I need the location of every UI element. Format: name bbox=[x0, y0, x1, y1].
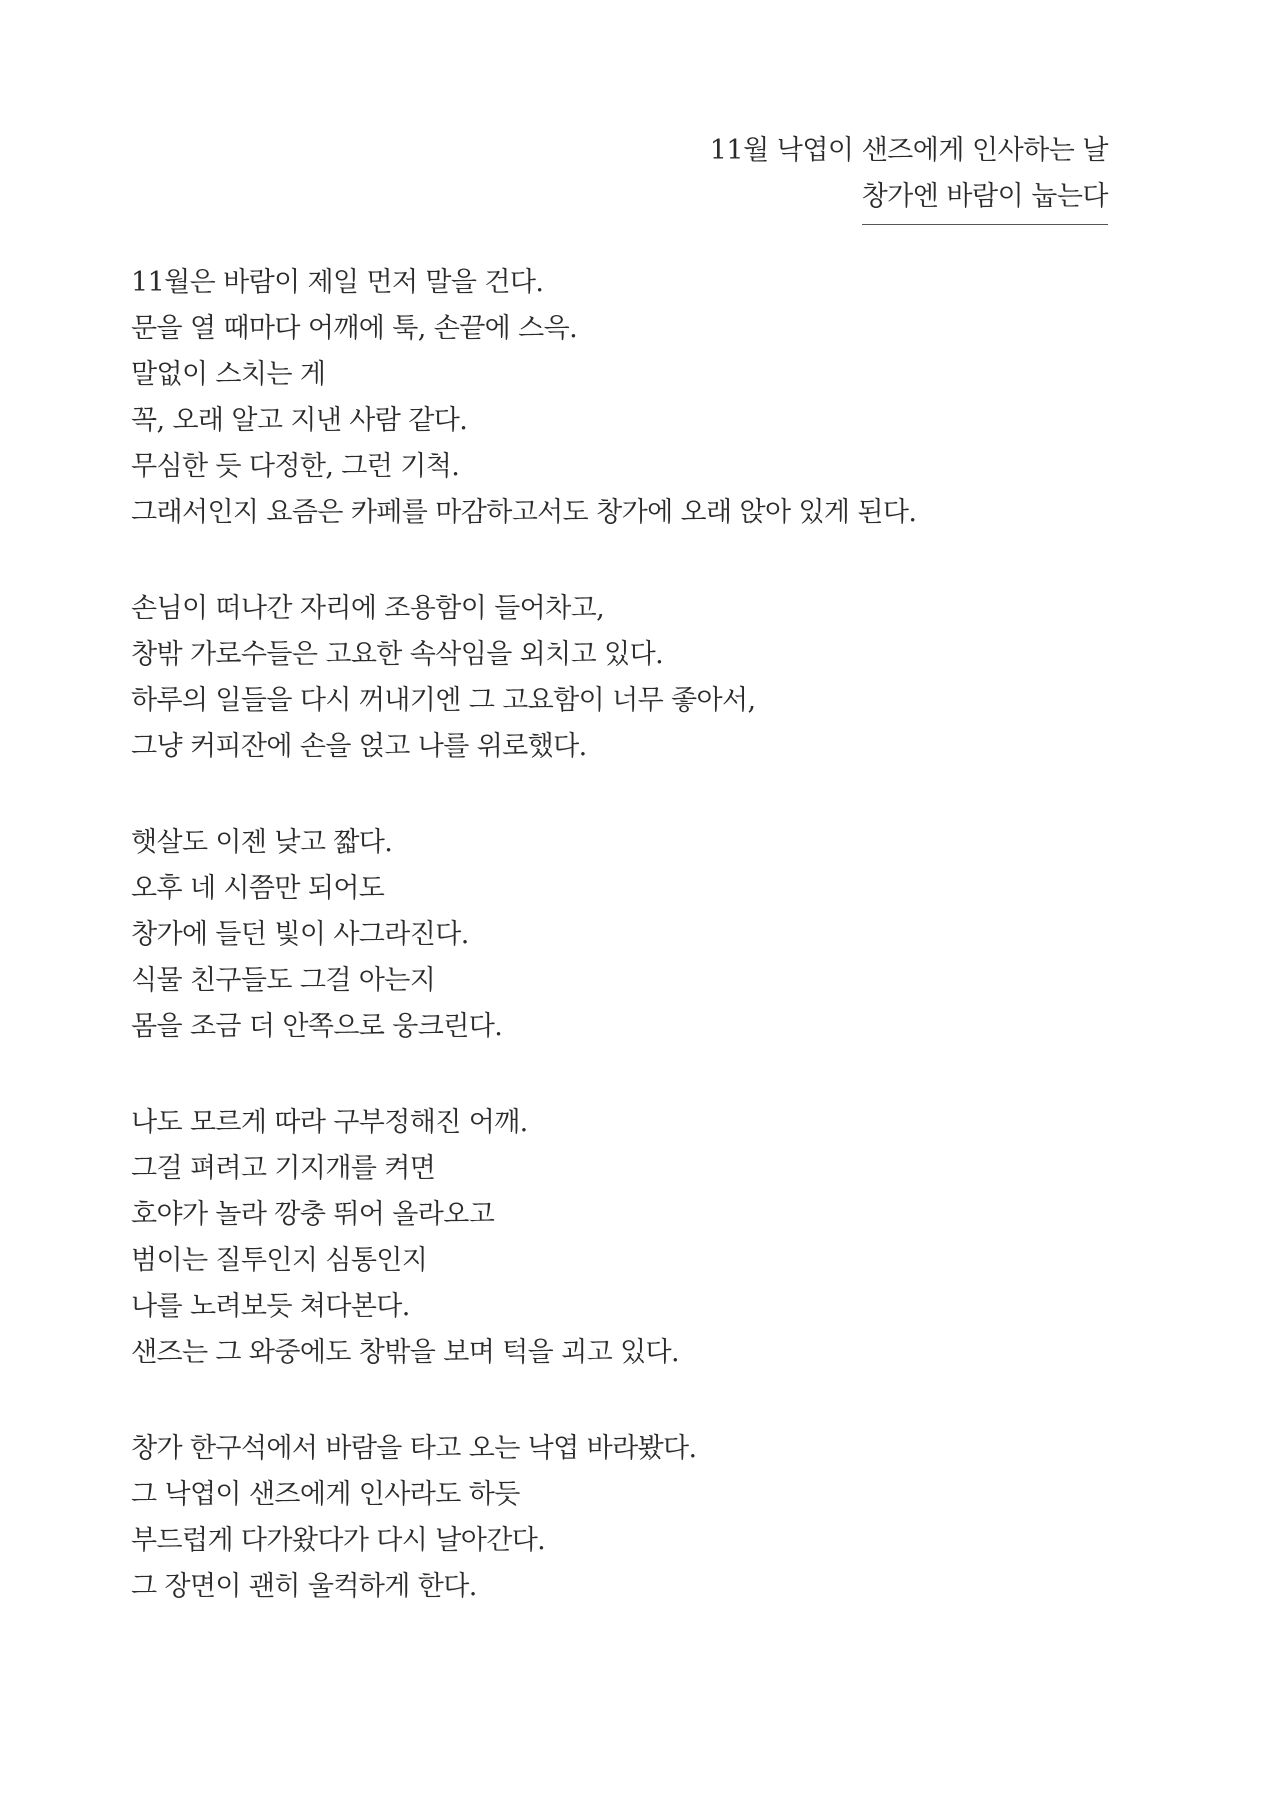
poem-line: 햇살도 이젠 낮고 짧다. bbox=[131, 827, 393, 858]
poem-line: 그 낙엽이 샌즈에게 인사라도 하듯 bbox=[131, 1479, 520, 1510]
poem-line: 범이는 질투인지 심통인지 bbox=[131, 1245, 428, 1276]
poem-line: 무심한 듯 다정한, 그런 기척. bbox=[131, 451, 460, 482]
poem-line: 창가 한구석에서 바람을 타고 오는 낙엽 바라봤다. bbox=[131, 1433, 697, 1464]
poem-line: 창가에 들던 빛이 사그라진다. bbox=[131, 919, 469, 950]
poem-line: 샌즈는 그 와중에도 창밖을 보며 턱을 괴고 있다. bbox=[131, 1337, 680, 1368]
document-title: 11월 낙엽이 샌즈에게 인사하는 날 bbox=[709, 135, 1108, 166]
poem-line: 오후 네 시쯤만 되어도 bbox=[131, 873, 385, 904]
stanza-5 bbox=[131, 1426, 916, 1610]
poem-line: 호야가 놀라 깡충 뛰어 올라오고 bbox=[131, 1199, 495, 1230]
poem-line: 하루의 일들을 다시 꺼내기엔 그 고요함이 너무 좋아서, bbox=[131, 685, 756, 716]
stanza-4 bbox=[131, 1100, 916, 1376]
stanza-2 bbox=[131, 586, 916, 770]
poem-line: 나도 모르게 따라 구부정해진 어깨. bbox=[131, 1107, 528, 1138]
poem-line: 그 장면이 괜히 울컥하게 한다. bbox=[131, 1571, 477, 1602]
poem-line: 나를 노려보듯 쳐다본다. bbox=[131, 1291, 410, 1322]
document-subtitle: 창가엔 바람이 눕는다 bbox=[862, 174, 1108, 225]
stanza-1 bbox=[131, 260, 916, 536]
document-header bbox=[710, 128, 1108, 225]
poem-line: 그냥 커피잔에 손을 얹고 나를 위로했다. bbox=[131, 731, 587, 762]
poem-line: 꼭, 오래 알고 지낸 사람 같다. bbox=[131, 405, 468, 436]
poem-line: 그래서인지 요즘은 카페를 마감하고서도 창가에 오래 앉아 있게 된다. bbox=[131, 497, 917, 528]
poem-body bbox=[131, 260, 916, 1660]
poem-line: 부드럽게 다가왔다가 다시 날아간다. bbox=[131, 1525, 546, 1556]
poem-line: 손님이 떠나간 자리에 조용함이 들어차고, bbox=[131, 593, 605, 624]
poem-line: 문을 열 때마다 어깨에 툭, 손끝에 스윽. bbox=[131, 313, 578, 344]
poem-line: 창밖 가로수들은 고요한 속삭임을 외치고 있다. bbox=[131, 639, 664, 670]
poem-line: 그걸 펴려고 기지개를 켜면 bbox=[131, 1153, 436, 1184]
poem-line: 11월은 바람이 제일 먼저 말을 건다. bbox=[131, 267, 544, 298]
stanza-3 bbox=[131, 820, 916, 1050]
poem-line: 몸을 조금 더 안쪽으로 웅크린다. bbox=[131, 1011, 503, 1042]
poem-line: 식물 친구들도 그걸 아는지 bbox=[131, 965, 436, 996]
poem-line: 말없이 스치는 게 bbox=[131, 359, 326, 390]
